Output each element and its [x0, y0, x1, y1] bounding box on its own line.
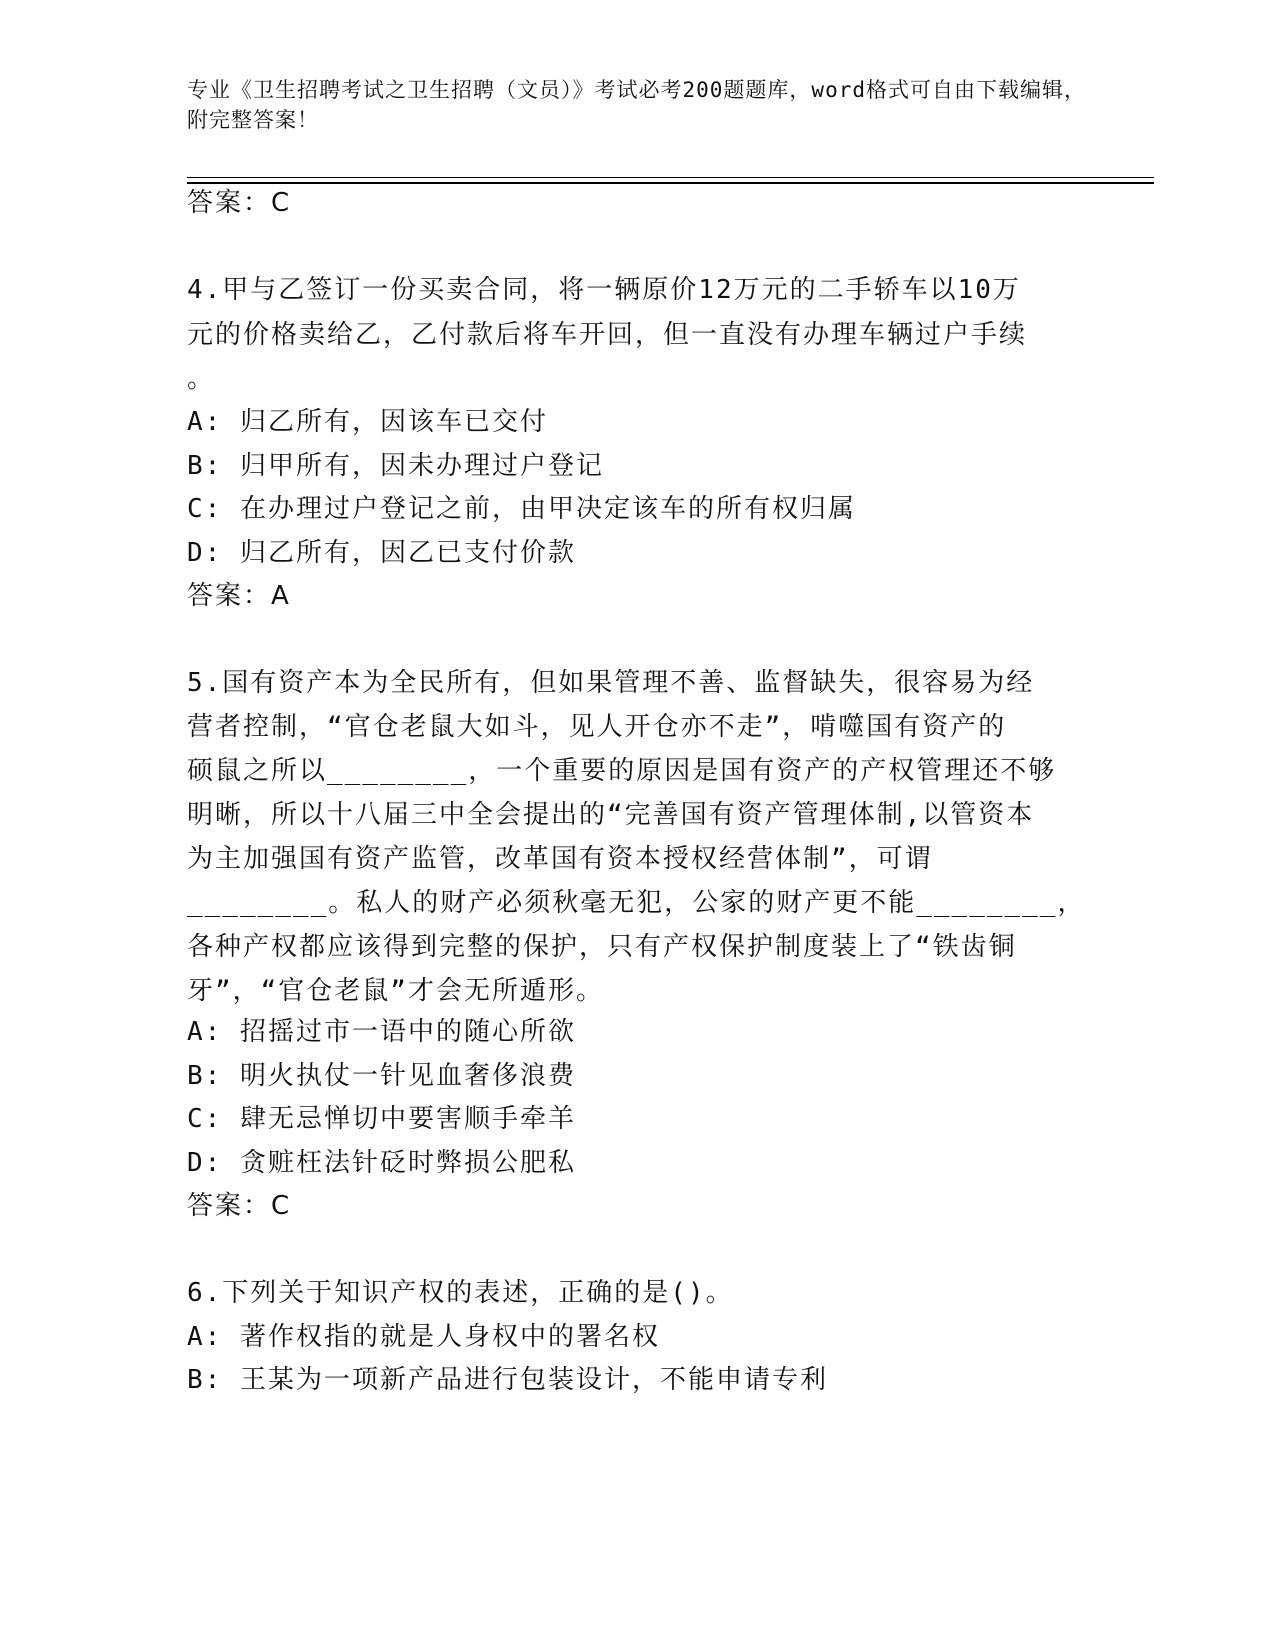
question-stem-line: 明晰，所以十八届三中全会提出的“完善国有资产管理体制,以管资本	[187, 800, 1035, 830]
question-stem-line: 为主加强国有资产监管，改革国有资本授权经营体制”，可谓	[187, 844, 933, 874]
option-d: D: 归乙所有，因乙已支付价款	[187, 538, 576, 568]
header-text: 专业《卫生招聘考试之卫生招聘（文员）》考试必考200题题库，word格式可自由下载编辑，附完整答案！	[187, 78, 1086, 132]
question-stem-line: ________。私人的财产必须秋毫无犯，公家的财产更不能________，	[187, 888, 1086, 918]
option-a: A: 招摇过市一语中的随心所欲	[187, 1017, 576, 1047]
header-rule-bottom	[187, 182, 1154, 184]
question-stem-line: 牙”，“官仓老鼠”才会无所遁形。	[187, 976, 604, 1006]
option-a: A: 归乙所有，因该车已交付	[187, 407, 548, 437]
question-stem-line: 各种产权都应该得到完整的保护，只有产权保护制度装上了“铁齿铜	[187, 932, 1017, 962]
question-stem-line: 元的价格卖给乙，乙付款后将车开回，但一直没有办理车辆过户手续	[187, 320, 1028, 350]
answer-line: 答案：C	[187, 188, 292, 218]
option-c: C: 肆无忌惮切中要害顺手牵羊	[187, 1104, 576, 1134]
question-stem-line: 5.国有资产本为全民所有，但如果管理不善、监督缺失，很容易为经	[187, 668, 1035, 698]
option-b: B: 明火执仗一针见血奢侈浪费	[187, 1061, 576, 1091]
question-stem-line: 。	[187, 364, 216, 394]
question-stem-line: 硕鼠之所以________，一个重要的原因是国有资产的产权管理还不够	[187, 756, 1057, 786]
question-stem-line: 4.甲与乙签订一份买卖合同，将一辆原价12万元的二手轿车以10万	[187, 275, 1021, 305]
option-a: A: 著作权指的就是人身权中的署名权	[187, 1322, 660, 1352]
option-d: D: 贪赃枉法针砭时弊损公肥私	[187, 1148, 576, 1178]
option-b: B: 王某为一项新产品进行包装设计，不能申请专利	[187, 1365, 828, 1395]
question-stem-line: 6.下列关于知识产权的表述，正确的是()。	[187, 1278, 734, 1308]
question-stem-line: 营者控制，“官仓老鼠大如斗，见人开仓亦不走”，啃噬国有资产的	[187, 712, 1007, 742]
option-c: C: 在办理过户登记之前，由甲决定该车的所有权归属	[187, 494, 856, 524]
answer-line: 答案：C	[187, 1191, 292, 1221]
option-b: B: 归甲所有，因未办理过户登记	[187, 451, 604, 481]
header-rule-top	[187, 177, 1154, 178]
answer-line: 答案：A	[187, 581, 291, 611]
